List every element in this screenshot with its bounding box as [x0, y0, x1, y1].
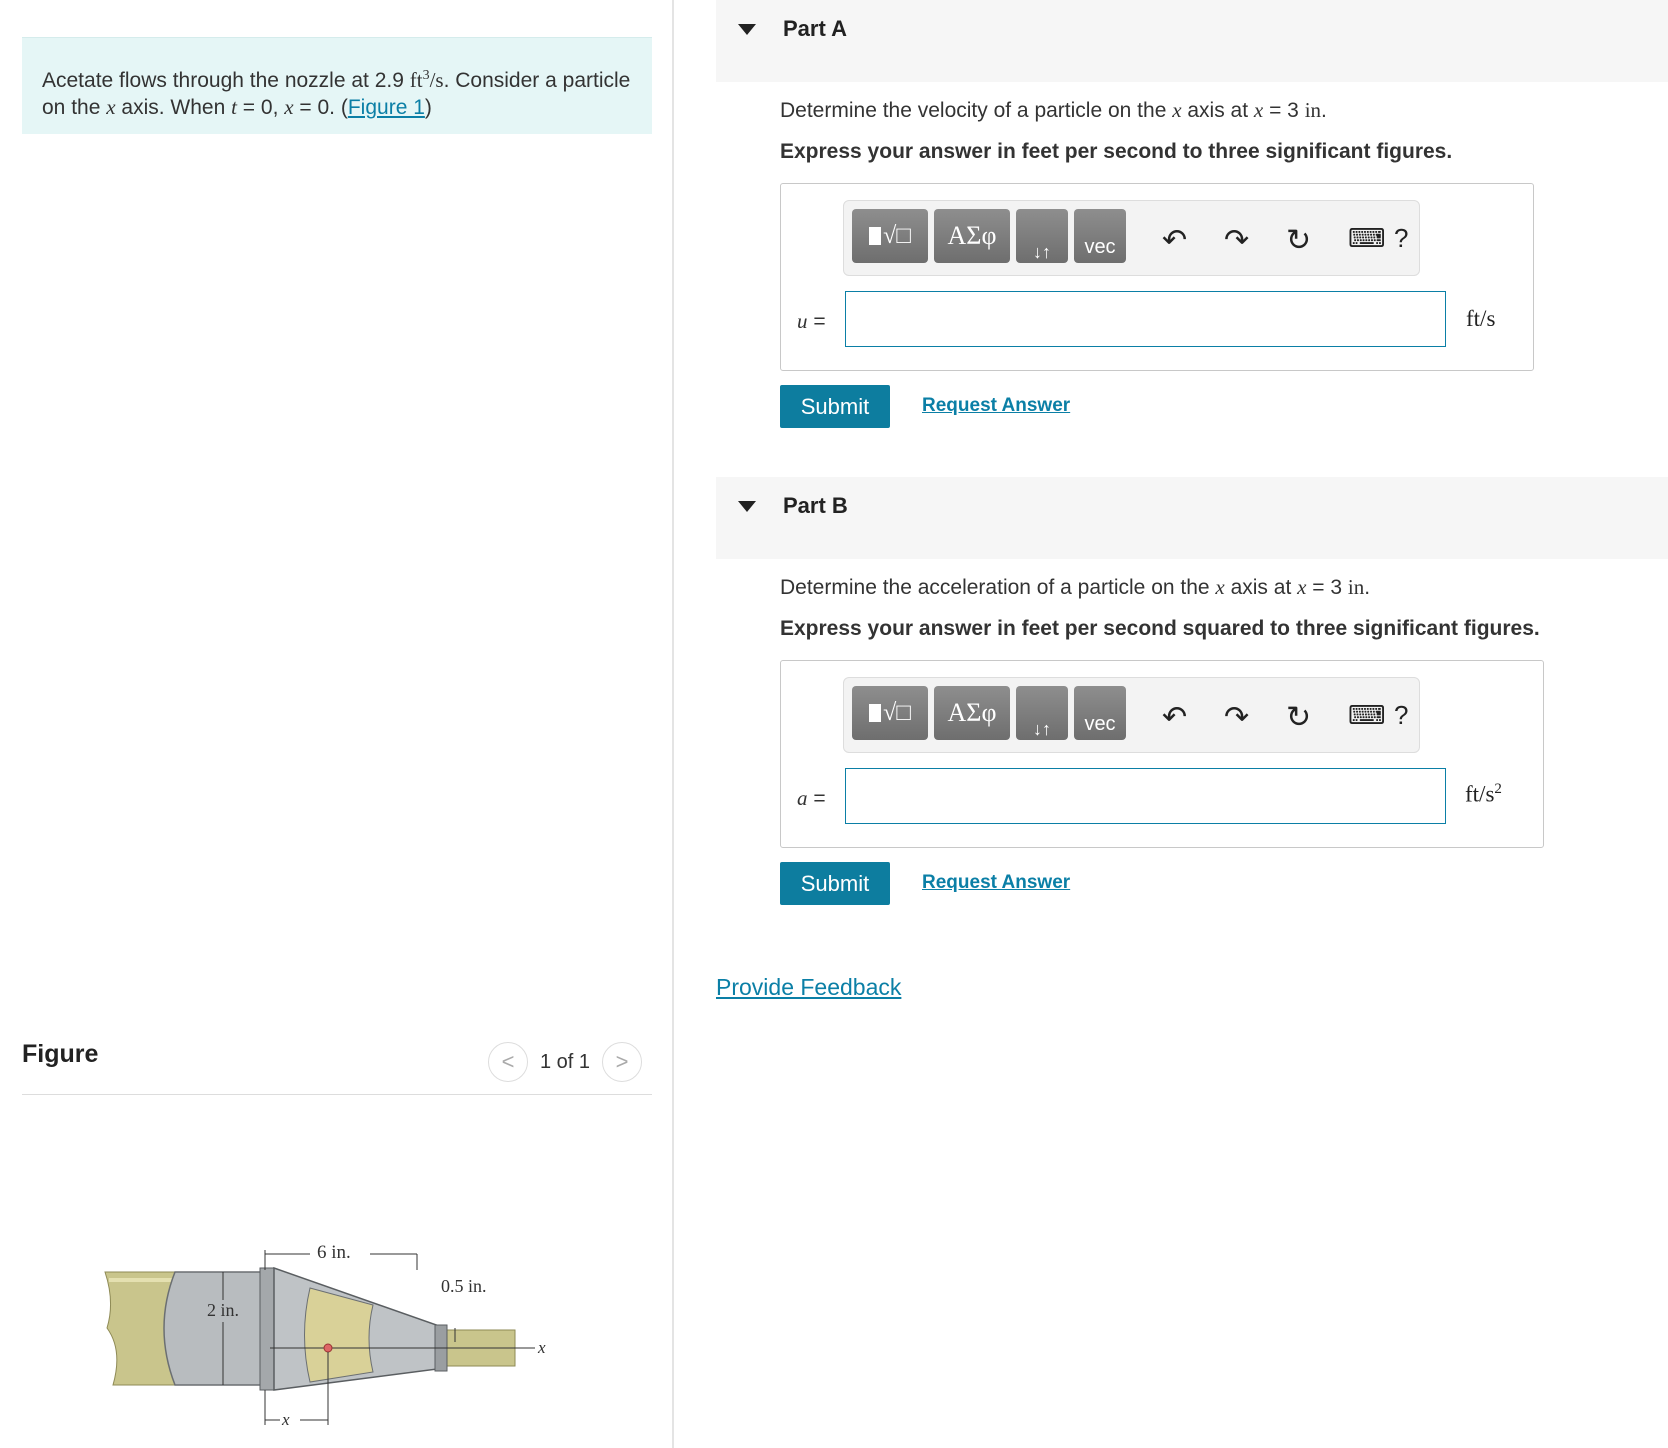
question-text: Determine the acceleration of a particle on the — [780, 576, 1216, 599]
problem-text: . Consider a particle on the — [42, 69, 631, 119]
acceleration-answer-input[interactable] — [845, 768, 1446, 824]
flow-unit-per-second: /s — [429, 68, 444, 92]
var-x: x — [1215, 575, 1225, 599]
var-x: x — [106, 95, 116, 119]
arrows-button[interactable]: ↓↑ — [1016, 686, 1068, 740]
var-x: x — [284, 95, 294, 119]
var-t: t — [231, 95, 237, 119]
flow-exponent: 3 — [422, 68, 430, 83]
reset-icon[interactable]: ↻ — [1286, 701, 1312, 734]
reset-icon[interactable]: ↻ — [1286, 224, 1312, 257]
problem-text: ) — [424, 96, 432, 119]
velocity-answer-input[interactable] — [845, 291, 1446, 347]
unit-base: ft/s — [1465, 781, 1495, 807]
greek-symbols-button[interactable]: ΑΣφ — [934, 209, 1010, 263]
flow-unit: ft — [409, 68, 423, 92]
part-a-submit-button[interactable]: Submit — [780, 385, 890, 428]
chevron-right-icon: > — [615, 1049, 629, 1074]
var-x: x — [1297, 575, 1307, 599]
templates-button[interactable] — [852, 209, 928, 263]
part-b-question — [780, 575, 1370, 600]
chevron-left-icon: < — [501, 1049, 515, 1074]
question-text: axis at — [1181, 99, 1254, 122]
math-toolbar — [843, 200, 1420, 276]
equals-sign: = — [807, 787, 826, 810]
part-a-request-answer-link[interactable]: Request Answer — [922, 395, 1071, 416]
answer-variable-label — [797, 786, 826, 811]
next-figure-button[interactable] — [602, 1042, 642, 1082]
part-b-label: Part B — [783, 493, 848, 518]
math-toolbar — [843, 677, 1420, 753]
vector-button[interactable]: vec — [1074, 209, 1126, 263]
vector-button[interactable]: vec — [1074, 686, 1126, 740]
prev-figure-button[interactable] — [488, 1042, 528, 1082]
problem-text: = 0. ( — [293, 96, 348, 119]
question-text: axis at — [1224, 576, 1298, 599]
var-u: u — [797, 309, 808, 333]
keyboard-icon[interactable]: ⌨ — [1348, 223, 1386, 253]
velocity-unit: ft/s — [1466, 306, 1496, 331]
problem-text: = 0, — [236, 96, 285, 119]
part-a-instruction: Express your answer in feet per second to three significant figures. — [780, 140, 1453, 163]
label-2in: 2 in. — [207, 1300, 240, 1320]
acceleration-unit — [1465, 781, 1502, 808]
part-b-submit-button[interactable]: Submit — [780, 862, 890, 905]
part-a-answer-box — [780, 183, 1534, 371]
figure-page-count: 1 of 1 — [540, 1050, 591, 1073]
provide-feedback-link[interactable]: Provide Feedback — [716, 974, 902, 1000]
nozzle-figure — [95, 1210, 595, 1440]
equals-sign: = — [807, 310, 826, 333]
question-unit: in — [1304, 98, 1322, 122]
label-05in: 0.5 in. — [441, 1276, 487, 1296]
question-unit: in — [1347, 575, 1365, 599]
figure-link[interactable]: Figure 1 — [347, 96, 425, 119]
part-a-question — [780, 98, 1327, 123]
part-a-header[interactable] — [716, 0, 1668, 82]
sqrt-template-icon: √□ — [869, 700, 911, 727]
var-x: x — [1172, 98, 1182, 122]
var-a: a — [797, 786, 808, 810]
answer-variable-label — [797, 309, 826, 334]
figure-title: Figure — [22, 1040, 99, 1068]
help-icon[interactable]: ? — [1394, 700, 1409, 730]
column-divider — [672, 0, 674, 1448]
keyboard-icon[interactable]: ⌨ — [1348, 700, 1386, 730]
help-icon[interactable]: ? — [1394, 223, 1409, 253]
part-a-label: Part A — [783, 16, 847, 41]
greek-symbols-button[interactable]: ΑΣφ — [934, 686, 1010, 740]
label-x-dim: x — [282, 1410, 290, 1429]
unit-exponent: 2 — [1494, 781, 1502, 797]
redo-icon[interactable]: ↷ — [1224, 224, 1250, 257]
problem-text: Acetate flows through the nozzle at 2.9 — [42, 69, 410, 92]
problem-statement — [22, 37, 652, 134]
templates-button[interactable] — [852, 686, 928, 740]
undo-icon[interactable]: ↶ — [1162, 224, 1188, 257]
part-b-answer-box — [780, 660, 1544, 848]
question-text: . — [1321, 99, 1327, 122]
label-6in: 6 in. — [317, 1242, 351, 1263]
problem-text: axis. When — [115, 96, 232, 119]
collapse-triangle-icon — [738, 501, 756, 512]
question-text: Determine the velocity of a particle on the — [780, 99, 1173, 122]
sqrt-template-icon: √□ — [869, 223, 911, 250]
question-text: = 3 — [1263, 99, 1305, 122]
redo-icon[interactable]: ↷ — [1224, 701, 1250, 734]
part-b-instruction: Express your answer in feet per second squared to three significant figures. — [780, 617, 1540, 640]
part-b-header[interactable] — [716, 477, 1668, 559]
figure-pager — [488, 1042, 642, 1082]
question-text: . — [1364, 576, 1371, 599]
var-x: x — [1253, 98, 1264, 122]
label-x-axis: x — [538, 1338, 546, 1357]
arrows-button[interactable]: ↓↑ — [1016, 209, 1068, 263]
part-b-request-answer-link[interactable]: Request Answer — [922, 872, 1071, 893]
question-text: = 3 — [1306, 576, 1348, 599]
figure-divider — [22, 1094, 652, 1095]
undo-icon[interactable]: ↶ — [1162, 701, 1188, 734]
collapse-triangle-icon — [738, 24, 756, 35]
